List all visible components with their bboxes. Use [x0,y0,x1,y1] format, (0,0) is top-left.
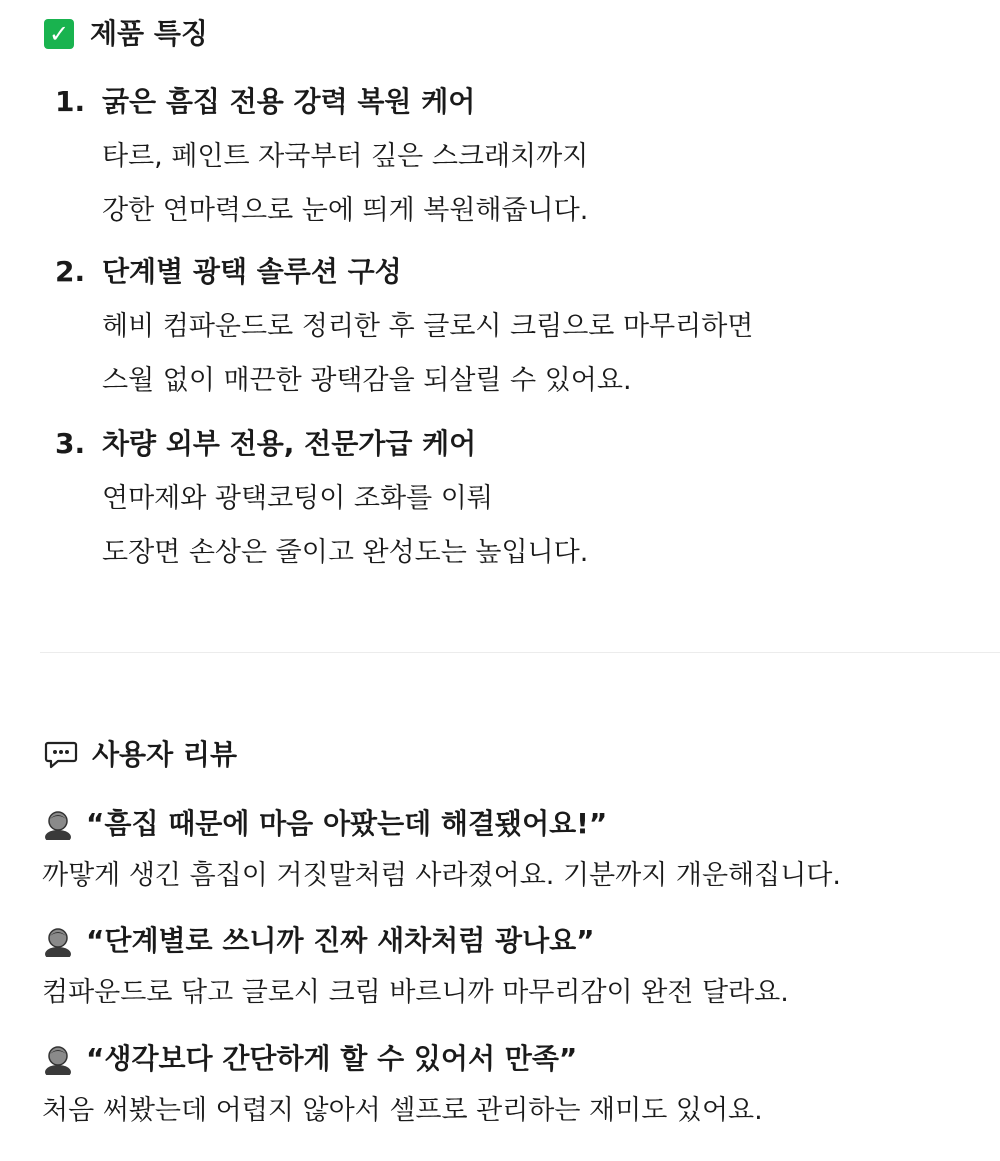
speech-balloon-icon [44,740,78,770]
feature-description-line: 타르, 페인트 자국부터 깊은 스크래치까지 [102,141,589,172]
review-title: “흠집 때문에 마음 아팠는데 해결됐어요!” [86,807,608,840]
review-title: “단계별로 쓰니까 진짜 새차처럼 광나요” [86,924,595,957]
feature-number: 3. [55,427,86,460]
person-icon [42,808,74,840]
section-divider [40,652,1000,653]
feature-item-1 [55,85,985,226]
feature-number: 1. [55,85,86,118]
review-body: 컴파운드로 닦고 글로시 크림 바르니까 마무리감이 완전 달라요. [42,977,789,1008]
review-item-1 [42,808,992,889]
feature-title: 단계별 광택 솔루션 구성 [102,255,402,288]
reviews-title: 사용자 리뷰 [92,738,237,771]
feature-title: 차량 외부 전용, 전문가급 케어 [102,427,477,460]
feature-description-line: 연마제와 광택코팅이 조화를 이뤄 [102,483,493,514]
person-icon [42,925,74,957]
feature-description-line: 강한 연마력으로 눈에 띄게 복원해줍니다. [102,195,589,226]
features-heading [44,19,208,49]
feature-description-line: 헤비 컴파운드로 정리한 후 글로시 크림으로 마무리하면 [102,311,754,342]
review-item-2 [42,925,992,1006]
feature-title: 굵은 흠집 전용 강력 복원 케어 [102,85,476,118]
review-title: “생각보다 간단하게 할 수 있어서 만족” [86,1042,578,1075]
features-title: 제품 특징 [90,17,208,50]
reviews-heading [44,740,237,770]
feature-number: 2. [55,255,86,288]
person-icon [42,1043,74,1075]
check-mark-button-icon: ✓ [44,19,74,49]
review-body: 까맣게 생긴 흠집이 거짓말처럼 사라졌어요. 기분까지 개운해집니다. [42,860,841,891]
review-item-3 [42,1043,992,1124]
feature-description-line: 스월 없이 매끈한 광택감을 되살릴 수 있어요. [102,365,632,396]
feature-description-line: 도장면 손상은 줄이고 완성도는 높입니다. [102,537,589,568]
feature-item-2 [55,255,985,396]
review-body: 처음 써봤는데 어렵지 않아서 셀프로 관리하는 재미도 있어요. [42,1095,763,1126]
feature-item-3 [55,427,985,568]
